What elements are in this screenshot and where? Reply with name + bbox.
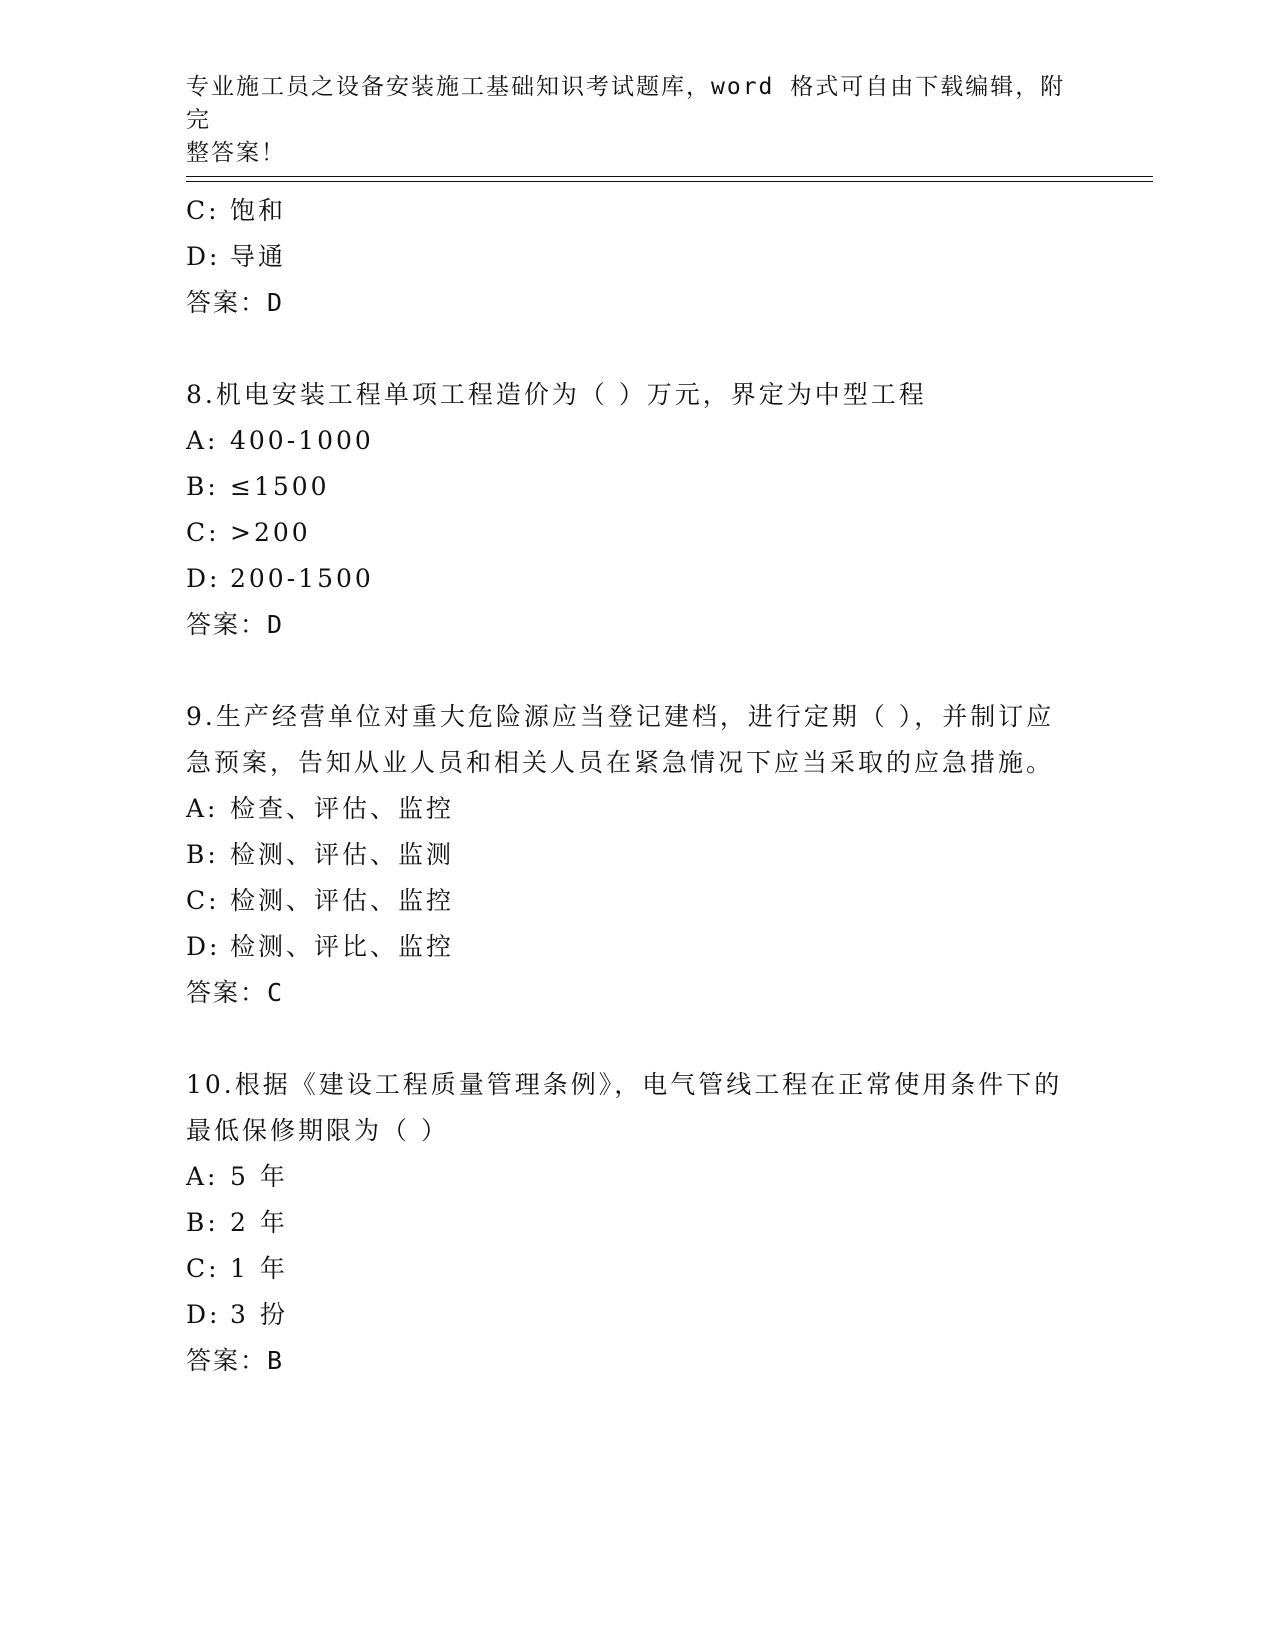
header-line-1: 专业施工员之设备安装施工基础知识考试题库，word 格式可自由下载编辑，附完 (186, 74, 1066, 133)
question-10 (186, 1062, 1086, 1384)
option-a (186, 1154, 1086, 1200)
option-text: 1 年 (230, 1254, 288, 1283)
option-text: 200-1500 (230, 564, 374, 593)
option-text: >200 (230, 518, 311, 547)
option-letter: C: (186, 196, 220, 225)
answer-line: 答案：C (186, 978, 285, 1007)
option-c (186, 1246, 1086, 1292)
question-text: 9.生产经营单位对重大危险源应当登记建档，进行定期（ ），并制订应急预案，告知从业人员和相关人员在紧急情况下应当采取的应急措施。 (186, 702, 1055, 777)
question-text: 8.机电安装工程单项工程造价为（ ）万元，界定为中型工程 (186, 380, 927, 409)
option-text: 检测、评估、监控 (230, 886, 455, 915)
option-b (186, 832, 1086, 878)
option-text: 3 扮 (230, 1300, 288, 1329)
answer-line: 答案：D (186, 288, 285, 317)
option-c (186, 510, 1086, 556)
option-text: ≤1500 (230, 472, 330, 501)
document-header (186, 71, 1066, 170)
question-9 (186, 694, 1086, 1016)
option-letter: C: (186, 518, 220, 547)
option-letter: D: (186, 932, 221, 961)
option-b (186, 1200, 1086, 1246)
option-text: 检查、评估、监控 (230, 794, 455, 823)
option-text: 400-1000 (230, 426, 374, 455)
option-b (186, 464, 1086, 510)
option-text: 2 年 (230, 1208, 288, 1237)
option-text: 饱和 (230, 196, 287, 225)
option-letter: C: (186, 886, 220, 915)
header-line-2: 整答案！ (186, 140, 286, 166)
option-c (186, 188, 1086, 234)
option-letter: A: (186, 794, 219, 823)
option-d (186, 1292, 1086, 1338)
option-text: 导通 (230, 242, 287, 271)
question-text: 10.根据《建设工程质量管理条例》，电气管线工程在正常使用条件下的最低保修期限为（ ） (186, 1070, 1063, 1145)
option-text: 5 年 (230, 1162, 288, 1191)
option-a (186, 786, 1086, 832)
option-letter: D: (186, 1300, 221, 1329)
option-c (186, 878, 1086, 924)
option-letter: D: (186, 242, 221, 271)
option-d (186, 924, 1086, 970)
option-letter: B: (186, 1208, 219, 1237)
option-letter: D: (186, 564, 221, 593)
option-text: 检测、评估、监测 (230, 840, 455, 869)
answer-line: 答案：D (186, 610, 285, 639)
option-letter: A: (186, 1162, 219, 1191)
option-letter: B: (186, 472, 219, 501)
question-fragment (186, 188, 1086, 326)
answer-line: 答案：B (186, 1346, 285, 1375)
option-letter: B: (186, 840, 219, 869)
document-body (186, 188, 1086, 1384)
option-d (186, 234, 1086, 280)
question-8 (186, 372, 1086, 648)
option-letter: C: (186, 1254, 220, 1283)
option-a (186, 418, 1086, 464)
option-d (186, 556, 1086, 602)
header-rule-top (186, 176, 1153, 177)
header-rule-bottom (186, 181, 1153, 182)
option-text: 检测、评比、监控 (230, 932, 455, 961)
option-letter: A: (186, 426, 219, 455)
